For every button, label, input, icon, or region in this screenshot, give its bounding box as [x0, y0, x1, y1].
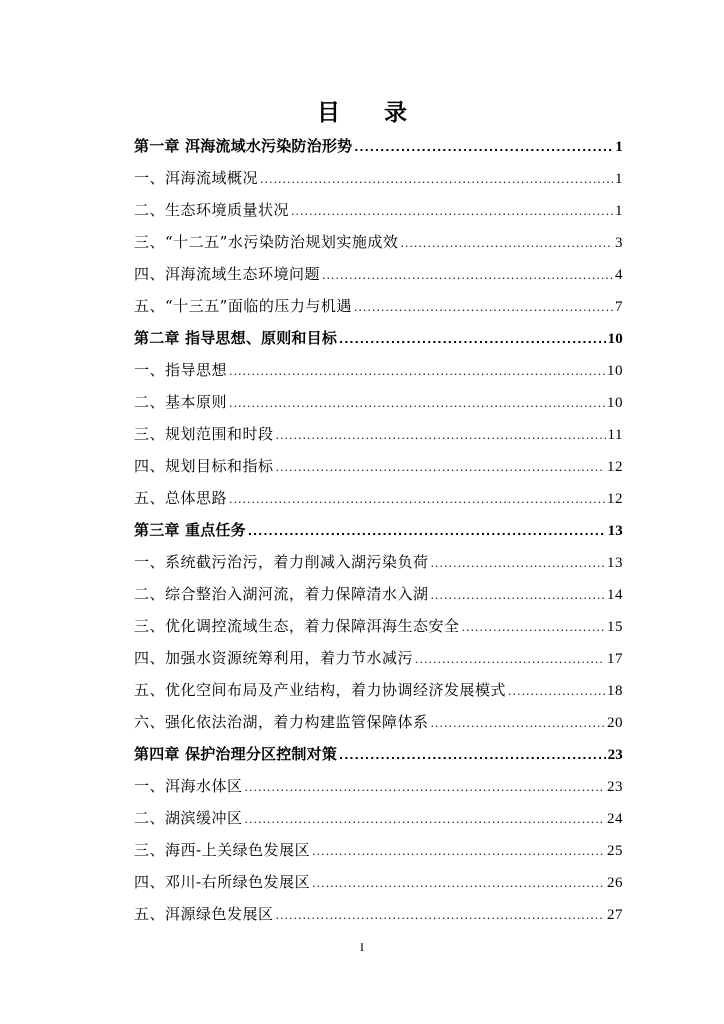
toc-entry-label: 第三章 重点任务: [134, 521, 246, 539]
toc-entry-page: 13: [607, 523, 623, 539]
toc-entry-page: 10: [607, 395, 623, 411]
toc-title: 目 录: [316, 100, 425, 126]
toc-section-entry[interactable]: [134, 898, 623, 930]
toc-entry-page: 20: [607, 715, 623, 731]
toc-entry-label: 三、海西-上关绿色发展区: [134, 841, 311, 859]
toc-chapter-entry[interactable]: [134, 322, 623, 354]
toc-entry-page: 10: [607, 331, 623, 347]
toc-entry-label: 一、系统截污治污，着力削减入湖污染负荷: [134, 553, 429, 571]
toc-entry-label: 四、规划目标和指标: [134, 457, 274, 475]
toc-entry-label: 五、“十三五”面临的压力与机遇: [134, 297, 352, 315]
toc-entry-page: 10: [607, 363, 623, 379]
toc-section-entry[interactable]: [134, 546, 623, 578]
toc-entry-label: 五、洱源绿色发展区: [134, 905, 274, 923]
toc-dot-leader: [339, 322, 606, 354]
toc-dot-leader: [245, 802, 605, 834]
toc-entry-page: 24: [607, 811, 623, 827]
toc-entry-label: 第四章 保护治理分区控制对策: [134, 745, 338, 763]
toc-entry-label: 第一章 洱海流域水污染防治形势: [134, 137, 353, 155]
toc-entry-page: 1: [615, 203, 623, 219]
toc-chapter-entry[interactable]: [134, 514, 623, 546]
toc-section-entry[interactable]: [134, 674, 623, 706]
toc-section-entry[interactable]: [134, 866, 623, 898]
toc-entry-page: 23: [607, 779, 623, 795]
page-number: I: [360, 940, 364, 954]
toc-dot-leader: [400, 226, 613, 258]
toc-entry-page: 13: [607, 555, 623, 571]
toc-entry-page: 3: [615, 235, 623, 251]
toc-section-entry[interactable]: [134, 418, 623, 450]
toc-dot-leader: [245, 770, 605, 802]
toc-dot-leader: [276, 450, 605, 482]
toc-section-entry[interactable]: [134, 834, 623, 866]
toc-dot-leader: [462, 610, 605, 642]
toc-dot-leader: [354, 290, 613, 322]
toc-dot-leader: [339, 738, 606, 770]
toc-section-entry[interactable]: [134, 770, 623, 802]
toc-section-entry[interactable]: [134, 578, 623, 610]
toc-section-entry[interactable]: [134, 226, 623, 258]
toc-entry-page: 15: [607, 619, 623, 635]
toc-section-entry[interactable]: [134, 386, 623, 418]
toc-entry-label: 四、加强水资源统筹利用，着力节水减污: [134, 649, 414, 667]
toc-dot-leader: [260, 162, 613, 194]
toc-entry-label: 四、洱海流域生态环境问题: [134, 265, 321, 283]
toc-entry-page: 23: [607, 747, 623, 763]
toc-section-entry[interactable]: [134, 642, 623, 674]
toc-entry-label: 四、邓川-右所绿色发展区: [134, 873, 311, 891]
toc-entry-label: 第二章 指导思想、原则和目标: [134, 329, 338, 347]
toc-entry-page: 26: [607, 875, 623, 891]
toc-entry-label: 一、指导思想: [134, 361, 228, 379]
toc-entry-page: 25: [607, 843, 623, 859]
toc-section-entry[interactable]: [134, 450, 623, 482]
toc-section-entry[interactable]: [134, 354, 623, 386]
toc-entry-label: 一、洱海流域概况: [134, 169, 259, 187]
toc-entry-page: 4: [615, 267, 623, 283]
toc-section-entry[interactable]: [134, 194, 623, 226]
toc-dot-leader: [312, 834, 605, 866]
toc-section-entry[interactable]: [134, 802, 623, 834]
toc-entry-label: 一、洱海水体区: [134, 777, 243, 795]
toc-dot-leader: [291, 194, 613, 226]
toc-dot-leader: [508, 674, 605, 706]
toc-entry-label: 三、“十二五”水污染防治规划实施成效: [134, 233, 399, 251]
toc-dot-leader: [248, 514, 606, 546]
toc-entry-page: 1: [615, 171, 623, 187]
toc-entry-label: 二、综合整治入湖河流，着力保障清水入湖: [134, 585, 429, 603]
toc-entry-label: 二、湖滨缓冲区: [134, 809, 243, 827]
toc-section-entry[interactable]: [134, 290, 623, 322]
toc-dot-leader: [229, 386, 605, 418]
toc-entry-label: 二、生态环境质量状况: [134, 201, 290, 219]
toc-section-entry[interactable]: [134, 482, 623, 514]
toc-section-entry[interactable]: [134, 706, 623, 738]
toc-dot-leader: [431, 578, 605, 610]
toc-entry-page: 14: [607, 587, 623, 603]
toc-list: [134, 130, 623, 930]
toc-entry-page: 7: [615, 299, 623, 315]
toc-section-entry[interactable]: [134, 610, 623, 642]
toc-entry-page: 12: [607, 491, 623, 507]
toc-dot-leader: [354, 130, 613, 162]
toc-entry-page: 17: [607, 651, 623, 667]
toc-entry-label: 六、强化依法治湖，着力构建监管保障体系: [134, 713, 429, 731]
toc-entry-page: 12: [607, 459, 623, 475]
toc-entry-label: 二、基本原则: [134, 393, 228, 411]
toc-entry-label: 五、总体思路: [134, 489, 228, 507]
toc-dot-leader: [415, 642, 605, 674]
toc-entry-page: 27: [607, 907, 623, 923]
toc-entry-page: 11: [607, 427, 623, 443]
toc-dot-leader: [276, 898, 605, 930]
toc-dot-leader: [229, 482, 605, 514]
toc-entry-page: 18: [607, 683, 623, 699]
toc-entry-page: 1: [615, 139, 623, 155]
toc-entry-label: 三、规划范围和时段: [134, 425, 274, 443]
toc-dot-leader: [431, 706, 605, 738]
toc-dot-leader: [276, 418, 606, 450]
toc-dot-leader: [229, 354, 605, 386]
toc-dot-leader: [431, 546, 605, 578]
toc-section-entry[interactable]: [134, 258, 623, 290]
toc-entry-label: 三、优化调控流域生态，着力保障洱海生态安全: [134, 617, 460, 635]
toc-dot-leader: [312, 866, 605, 898]
toc-dot-leader: [322, 258, 613, 290]
toc-entry-label: 五、优化空间布局及产业结构，着力协调经济发展模式: [134, 681, 507, 699]
toc-chapter-entry[interactable]: [134, 738, 623, 770]
toc-section-entry[interactable]: [134, 162, 623, 194]
toc-chapter-entry[interactable]: [134, 130, 623, 162]
